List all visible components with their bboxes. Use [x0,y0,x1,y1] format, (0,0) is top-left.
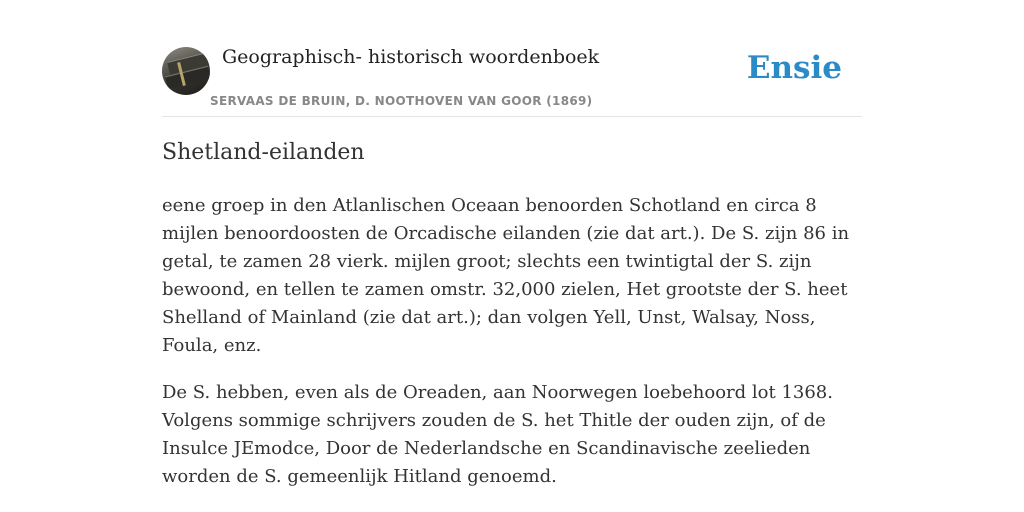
book-title-link[interactable]: Geographisch- historisch woordenboek [222,46,600,68]
ensie-logo-link[interactable]: Ensie [746,50,842,86]
book-authors: SERVAAS DE BRUIN, D. NOOTHOVEN VAN GOOR (1869) [210,94,593,108]
entry-title: Shetland-eilanden [162,140,365,165]
book-cover-avatar[interactable] [162,47,210,95]
entry-paragraph: eene groep in den Atlanlischen Oceaan benoorden Schotland en circa 8 mijlen benoordoosten de Orcadische eilanden (zie dat art.). De S. zijn 86 in getal, te zamen 28 vierk. mijlen groot; slechts een twintigtal der S. zijn bewoond, en tellen te zamen omstr. 32,000 zielen, Het grootste der S. heet Shelland of Mainland (zie dat art.); dan volgen Yell, Unst, Walsay, Noss, Foula, enz. [162,195,850,356]
book-header [162,44,862,117]
entry-body [162,192,862,510]
entry-paragraph: De S. hebben, even als de Oreaden, aan Noorwegen loebehoord lot 1368. Volgens sommige schrijvers zouden de S. het Thitle der ouden zijn, of de Insulce JEmodce, Door de Nederlandsche en Scandinavische zeelieden worden de S. gemeenlijk Hitland genoemd. [162,382,833,487]
